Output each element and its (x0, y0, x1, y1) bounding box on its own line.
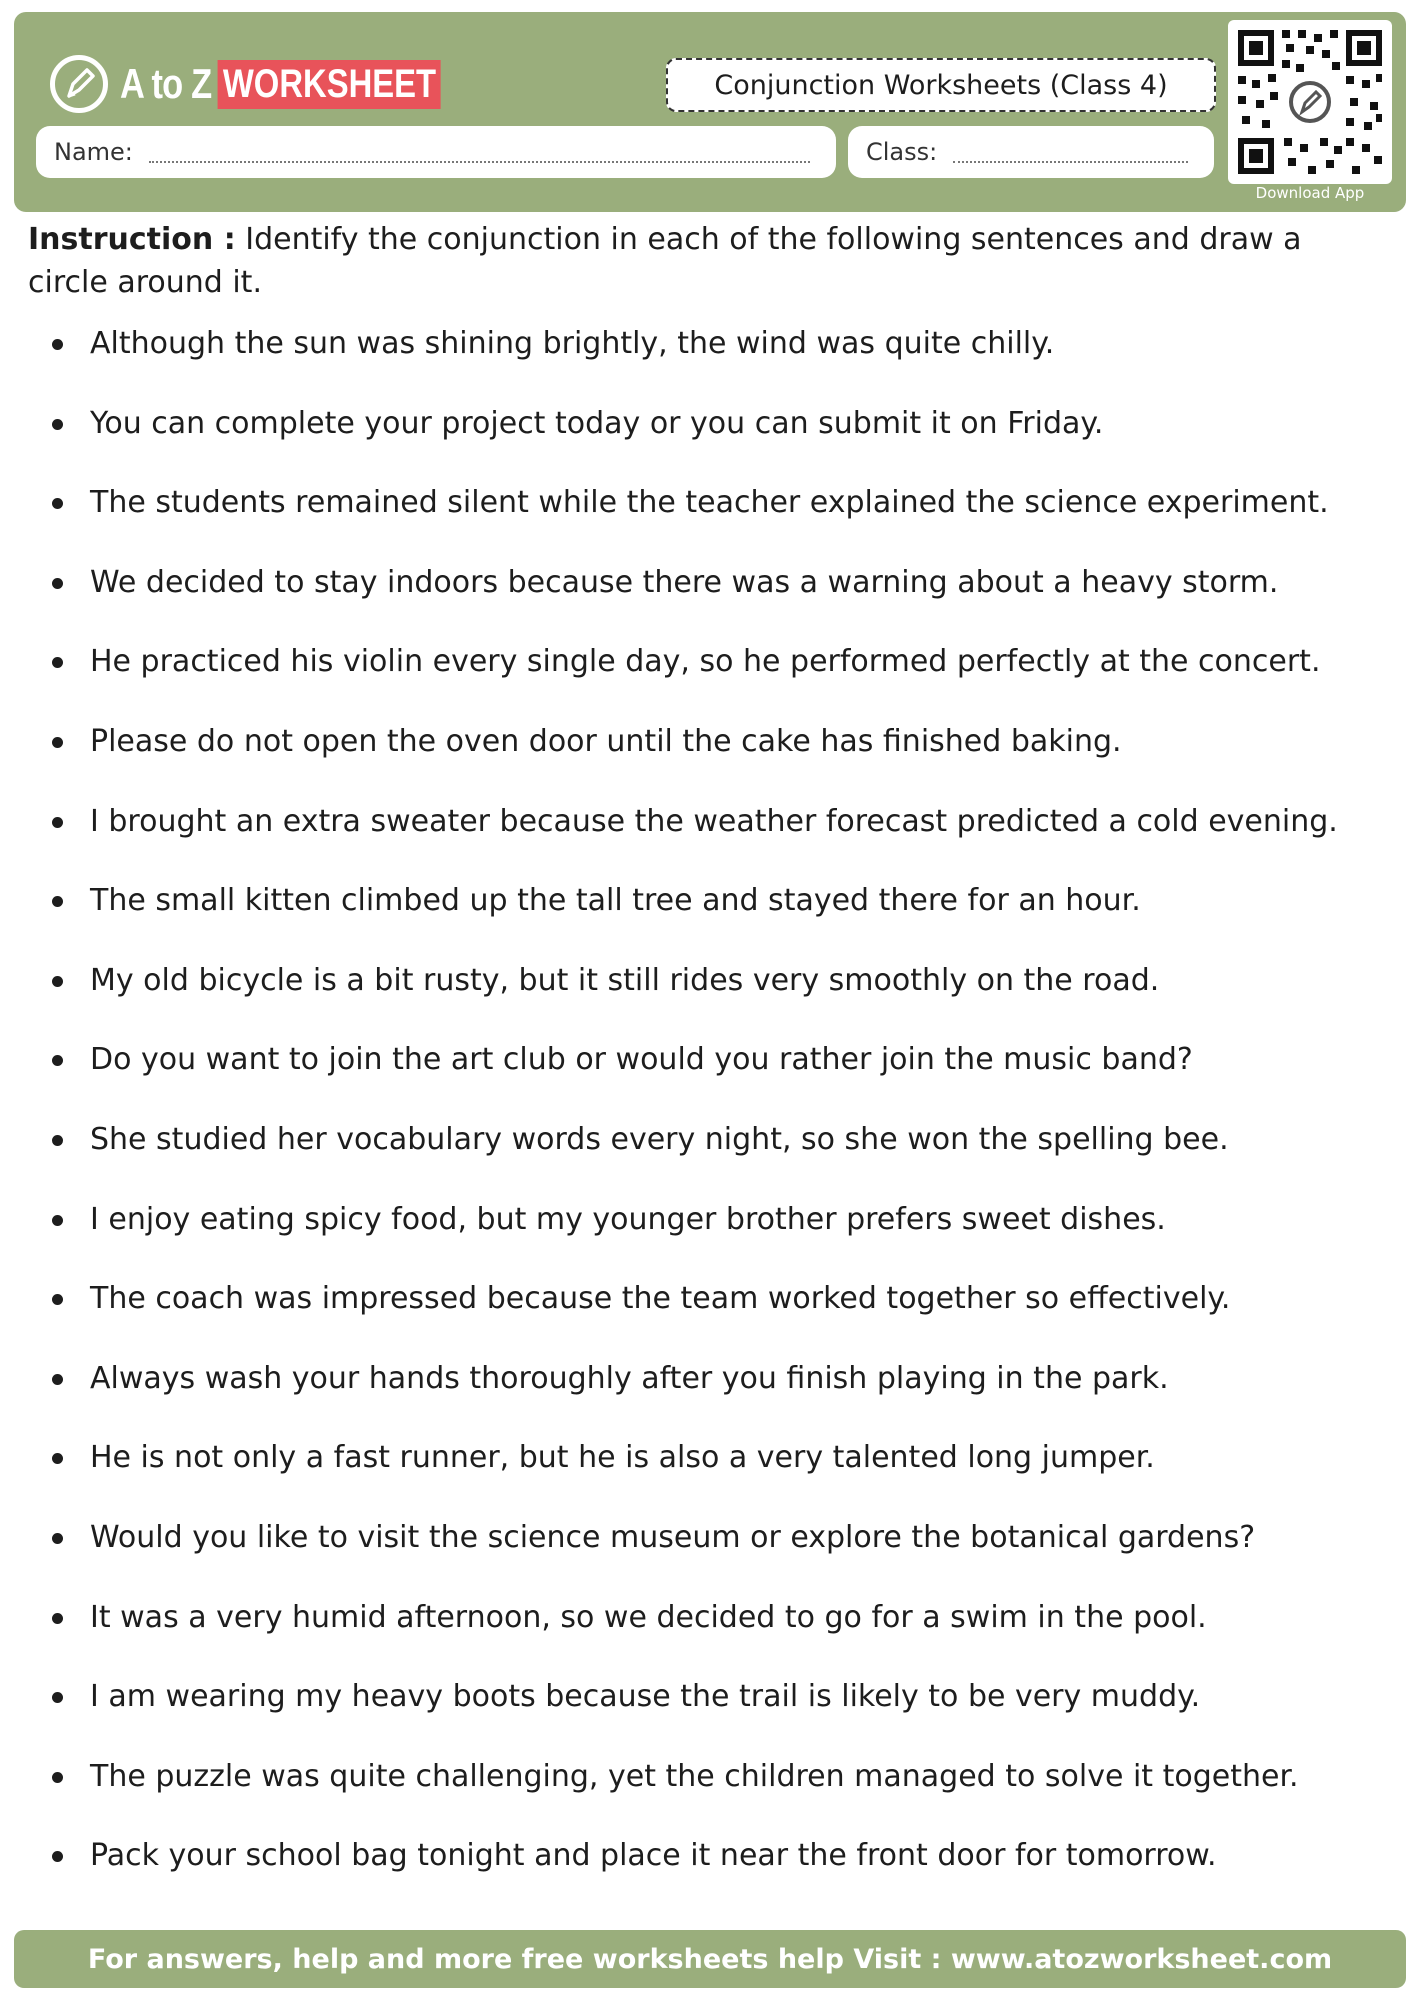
sentence-text: You can complete your project today or you can submit it on Friday. (90, 405, 1104, 441)
instruction-text: Identify the conjunction in each of the following sentences and draw a circle around it. (28, 222, 1302, 300)
sentence-item (0, 483, 1414, 563)
bullet-icon (52, 1374, 63, 1385)
class-write-line[interactable] (953, 141, 1188, 163)
sentence-text: The coach was impressed because the team worked together so effectively. (90, 1281, 1231, 1317)
sentence-item (0, 961, 1414, 1041)
sentence-item (0, 1836, 1414, 1916)
sentence-item (0, 1677, 1414, 1757)
name-field[interactable] (36, 126, 836, 178)
sentence-item (0, 1757, 1414, 1837)
sentence-text: Always wash your hands thoroughly after you finish playing in the park. (90, 1360, 1169, 1396)
class-field[interactable] (848, 126, 1214, 178)
sentence-item (0, 642, 1414, 722)
bullet-icon (52, 1135, 63, 1146)
instruction-label: Instruction : (28, 222, 236, 257)
bullet-icon (52, 896, 63, 907)
bullet-icon (52, 1453, 63, 1464)
bullet-icon (52, 498, 63, 509)
sentence-text: I am wearing my heavy boots because the trail is likely to be very muddy. (90, 1679, 1201, 1715)
bullet-icon (52, 1215, 63, 1226)
name-write-line[interactable] (149, 141, 810, 163)
sentence-item (0, 1438, 1414, 1518)
bullet-icon (52, 1692, 63, 1703)
sentence-item (0, 324, 1414, 404)
sentence-item (0, 1359, 1414, 1439)
footer-banner (14, 1930, 1406, 1988)
sentence-text: She studied her vocabulary words every night, so she won the spelling bee. (90, 1121, 1229, 1157)
sentence-item (0, 1279, 1414, 1359)
sentence-item (0, 563, 1414, 643)
sentence-text: My old bicycle is a bit rusty, but it still rides very smoothly on the road. (90, 962, 1160, 998)
sentence-list (0, 324, 1414, 1916)
bullet-icon (52, 657, 63, 668)
sentence-text: Although the sun was shining brightly, the wind was quite chilly. (90, 326, 1055, 361)
bullet-icon (52, 1772, 63, 1783)
bullet-icon (52, 1533, 63, 1544)
header-banner (14, 12, 1406, 212)
logo-pen-icon (50, 55, 108, 113)
sentence-item (0, 722, 1414, 802)
bullet-icon (52, 976, 63, 987)
sentence-item (0, 1040, 1414, 1120)
sentence-text: It was a very humid afternoon, so we decided to go for a swim in the pool. (90, 1599, 1207, 1635)
sentence-text: Please do not open the oven door until the cake has finished baking. (90, 723, 1122, 759)
sentence-text: We decided to stay indoors because there was a warning about a heavy storm. (90, 564, 1279, 600)
sentence-text: I brought an extra sweater because the weather forecast predicted a cold evening. (90, 803, 1338, 839)
qr-code[interactable] (1228, 20, 1392, 184)
bullet-icon (52, 817, 63, 828)
sentence-item (0, 1518, 1414, 1598)
instruction (28, 218, 1368, 304)
sentence-item (0, 404, 1414, 484)
bullet-icon (52, 1613, 63, 1624)
logo (50, 44, 511, 124)
bullet-icon (52, 1851, 63, 1862)
sentence-item (0, 1598, 1414, 1678)
sentence-text: The students remained silent while the teacher explained the science experiment. (90, 485, 1329, 521)
name-label: Name: (54, 138, 133, 166)
download-app-label: Download App (1255, 184, 1365, 202)
sentence-text: The puzzle was quite challenging, yet the children managed to solve it together. (90, 1758, 1299, 1794)
sentence-text: Do you want to join the art club or would you rather join the music band? (90, 1042, 1193, 1078)
sentence-item (0, 1200, 1414, 1280)
bullet-icon (52, 737, 63, 748)
sentence-text: He is not only a fast runner, but he is also a very talented long jumper. (90, 1440, 1155, 1476)
bullet-icon (52, 1055, 63, 1066)
sentence-item (0, 881, 1414, 961)
sentence-text: Pack your school bag tonight and place it near the front door for tomorrow. (90, 1838, 1217, 1874)
logo-text (120, 60, 441, 109)
class-label: Class: (866, 138, 938, 166)
worksheet-title: Conjunction Worksheets (Class 4) (666, 58, 1216, 112)
sentence-item (0, 1120, 1414, 1200)
bullet-icon (52, 578, 63, 589)
logo-brand-text: A to Z (120, 60, 212, 107)
sentence-item (0, 802, 1414, 882)
sentence-text: I enjoy eating spicy food, but my younger brother prefers sweet dishes. (90, 1201, 1166, 1237)
bullet-icon (52, 1294, 63, 1305)
bullet-icon (52, 339, 63, 350)
sentence-text: Would you like to visit the science museum or explore the botanical gardens? (90, 1519, 1256, 1555)
bullet-icon (52, 419, 63, 430)
sentence-text: He practiced his violin every single day, so he performed perfectly at the concert. (90, 644, 1321, 680)
footer-text: For answers, help and more free worksheets help Visit : www.atozworksheet.com (87, 1943, 1333, 1975)
logo-highlight-text: WORKSHEET (218, 60, 441, 109)
sentence-text: The small kitten climbed up the tall tree and stayed there for an hour. (90, 883, 1141, 919)
